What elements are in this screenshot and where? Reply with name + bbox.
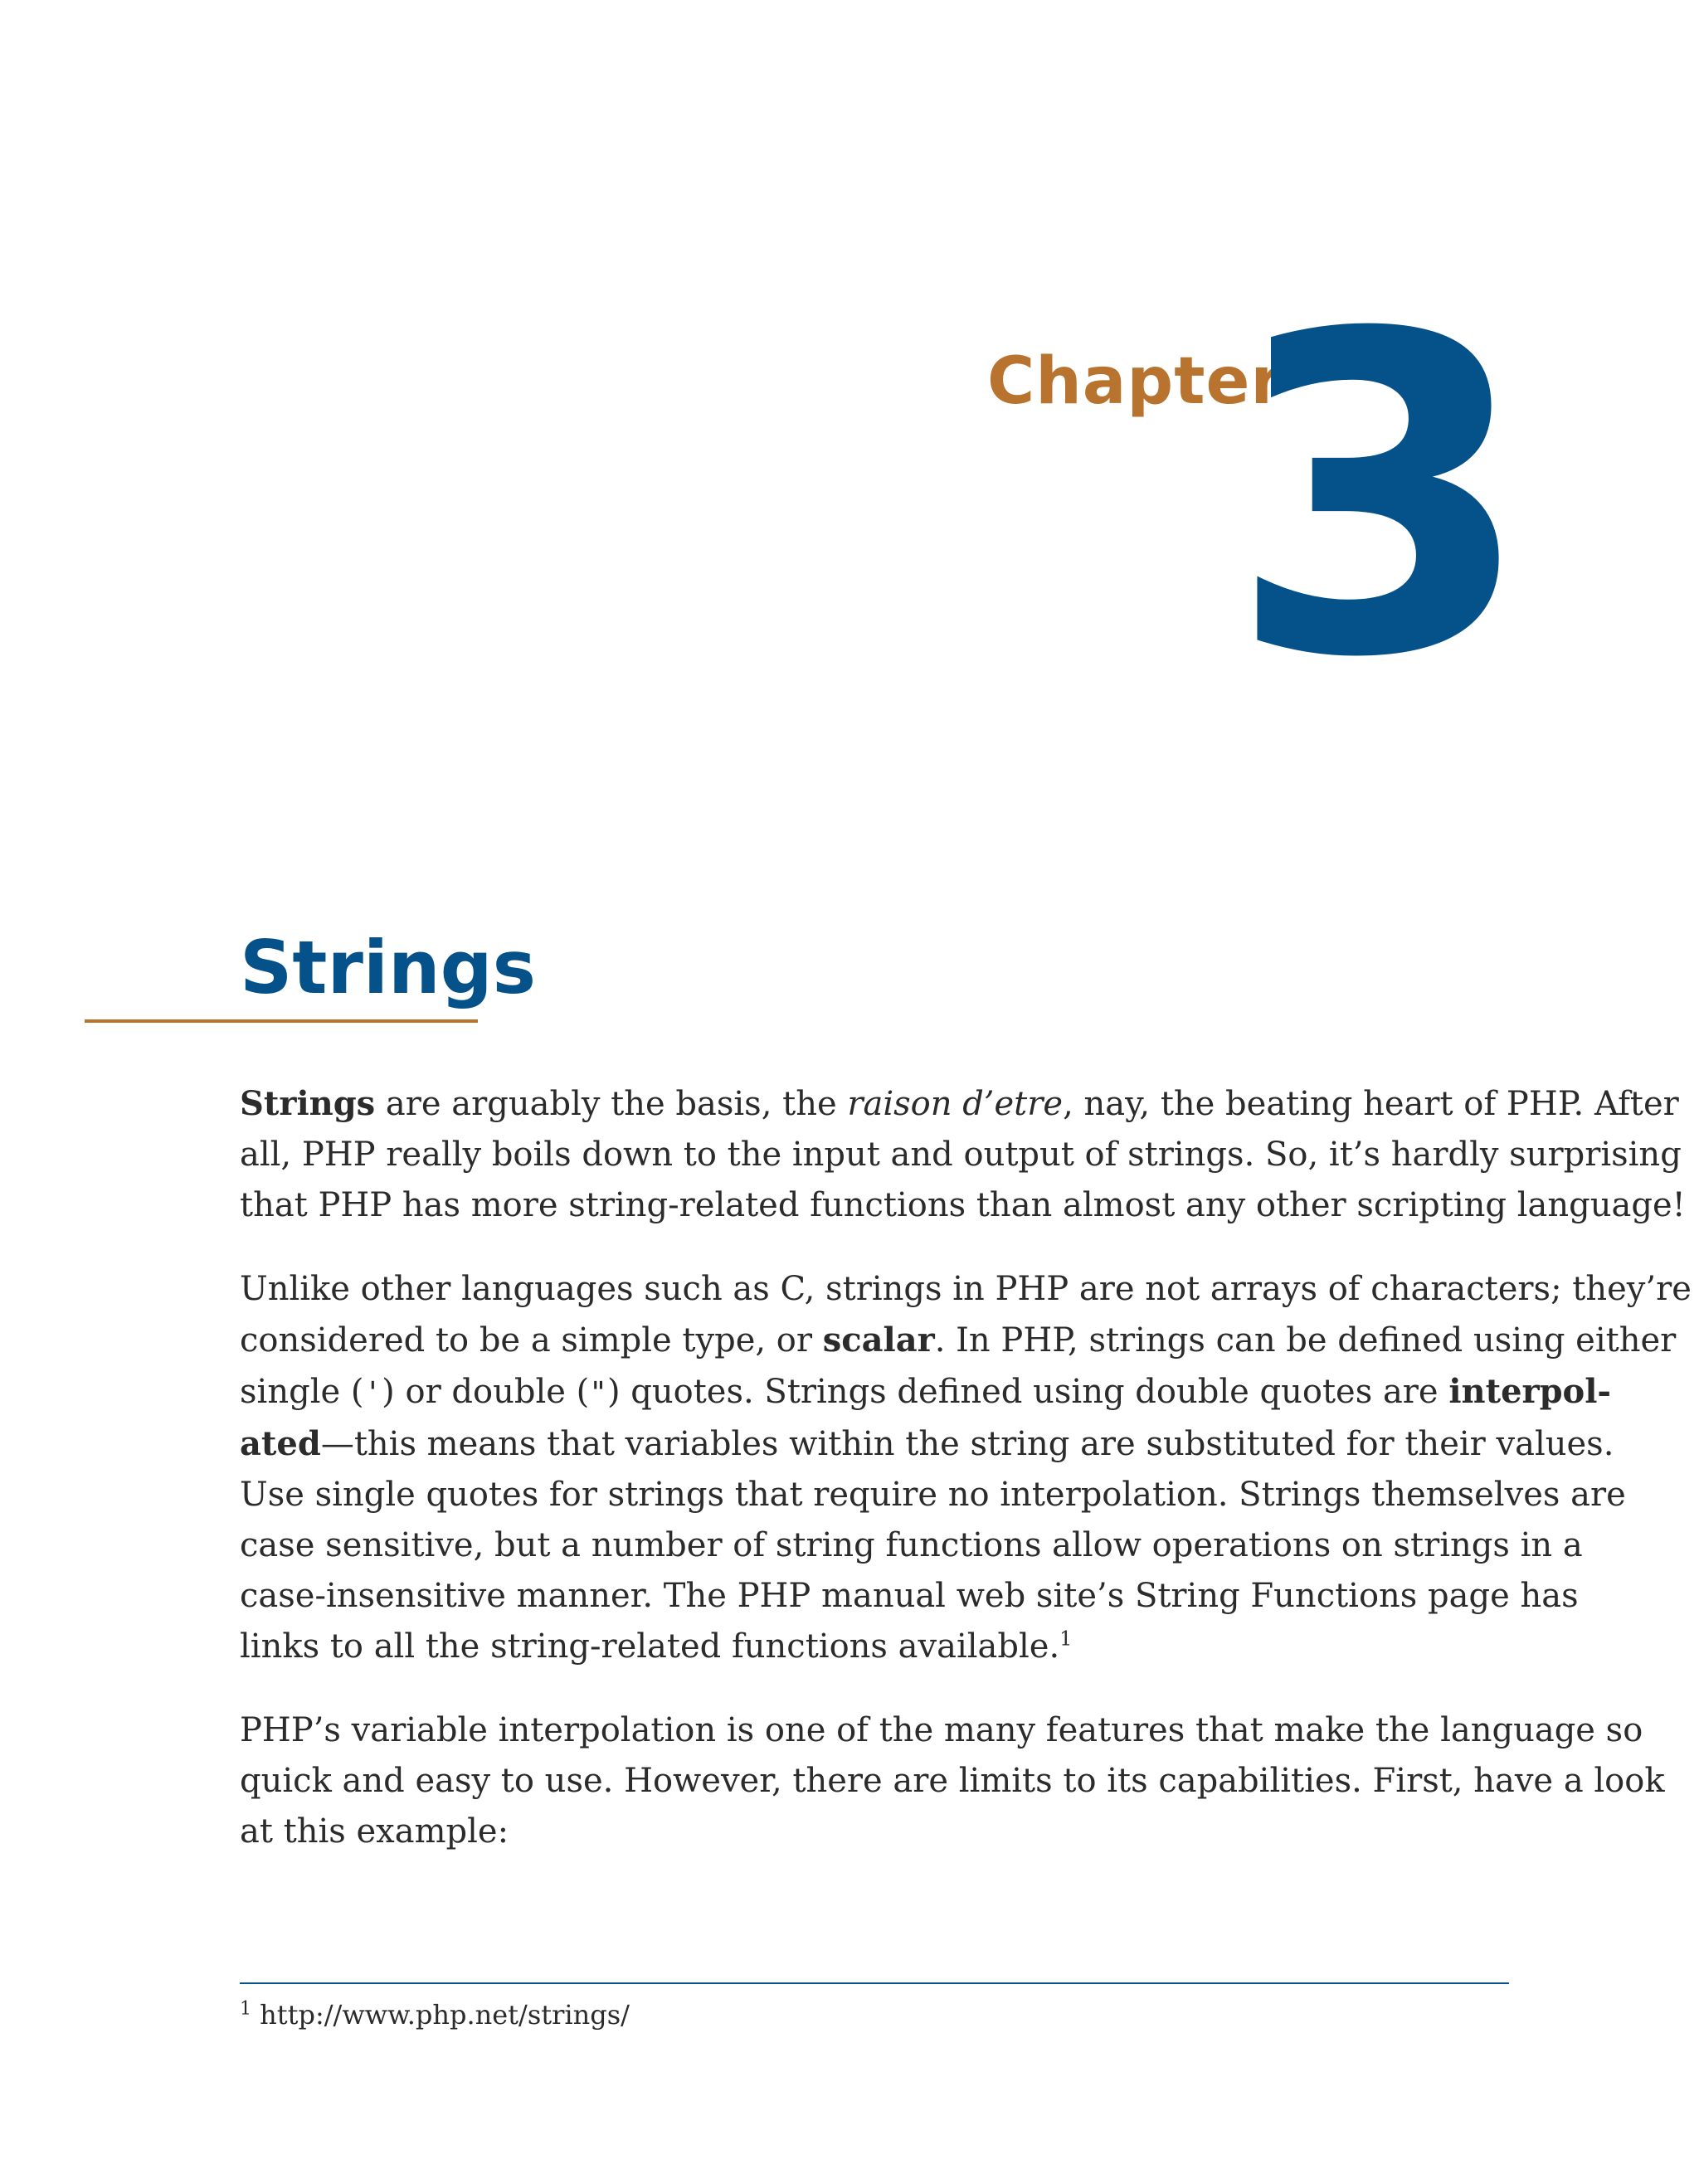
code-single-quote: ' [363, 1376, 382, 1410]
paragraph-line: quick and easy to use. However, there are limits to its capabilities. First, have a look [240, 1762, 1665, 1800]
chapter-number: 3 [1228, 241, 1526, 753]
title-underline-rule [85, 1019, 478, 1023]
text-run: ) quotes. Strings defined using double quotes are [606, 1373, 1449, 1411]
text-run: are arguably the basis, the [375, 1085, 848, 1123]
paragraph-line [240, 1315, 1677, 1366]
paragraph-line: case sensitive, but a number of string functions allow operations on strings in a [240, 1526, 1583, 1564]
body-text [240, 1078, 1692, 1890]
footnote-link[interactable]: http://www.php.net/strings/ [260, 1999, 630, 2031]
footnote-reference[interactable]: 1 [1059, 1627, 1073, 1651]
paragraph-line [240, 1366, 1612, 1418]
chapter-title: Strings [240, 925, 537, 1010]
text-run: ) or double ( [382, 1373, 590, 1411]
paragraph-line: Unlike other languages such as C, strings in PHP are not arrays of characters; they’re [240, 1270, 1692, 1308]
paragraph-line [240, 1418, 1614, 1470]
bold-term: Strings [240, 1084, 376, 1123]
chapter-label: Chapter [987, 344, 1283, 419]
paragraph-line: Use single quotes for strings that require no interpolation. Strings themselves are [240, 1476, 1626, 1514]
text-run: . In PHP, strings can be defined using either [934, 1321, 1677, 1360]
paragraph-line: case-insensitive manner. The PHP manual web site’s String Functions page has [240, 1577, 1579, 1615]
paragraph-line [240, 1078, 1679, 1130]
paragraph-line: that PHP has more string-related functions than almost any other scripting language! [240, 1186, 1686, 1224]
footnote [240, 1999, 630, 2031]
text-run: , nay, the beating heart of PHP. After [1063, 1085, 1679, 1123]
text-run: links to all the string-related functions available. [240, 1627, 1060, 1666]
italic-term: raison d’etre [847, 1085, 1064, 1123]
text-run: considered to be a simple type, or [240, 1321, 823, 1360]
bold-term: ated [240, 1424, 321, 1463]
bold-term: interpol- [1448, 1372, 1612, 1411]
paragraph-line: PHP’s variable interpolation is one of the many features that make the language so [240, 1711, 1643, 1749]
paragraph-3 [240, 1705, 1665, 1857]
footnote-rule [240, 1982, 1509, 1984]
text-run: single ( [240, 1373, 364, 1411]
paragraph-line [240, 1622, 1509, 1672]
paragraph-line: all, PHP really boils down to the input and output of strings. So, it’s hardly surprising [240, 1136, 1682, 1174]
footnote-marker: 1 [240, 1998, 251, 2020]
paragraph-2 [240, 1264, 1692, 1672]
paragraph-1 [240, 1078, 1686, 1231]
paragraph-line: at this example: [240, 1812, 509, 1851]
code-double-quote: " [589, 1376, 607, 1410]
bold-term: scalar [822, 1321, 935, 1360]
text-run: —this means that variables within the string are substituted for their values. [320, 1425, 1614, 1463]
